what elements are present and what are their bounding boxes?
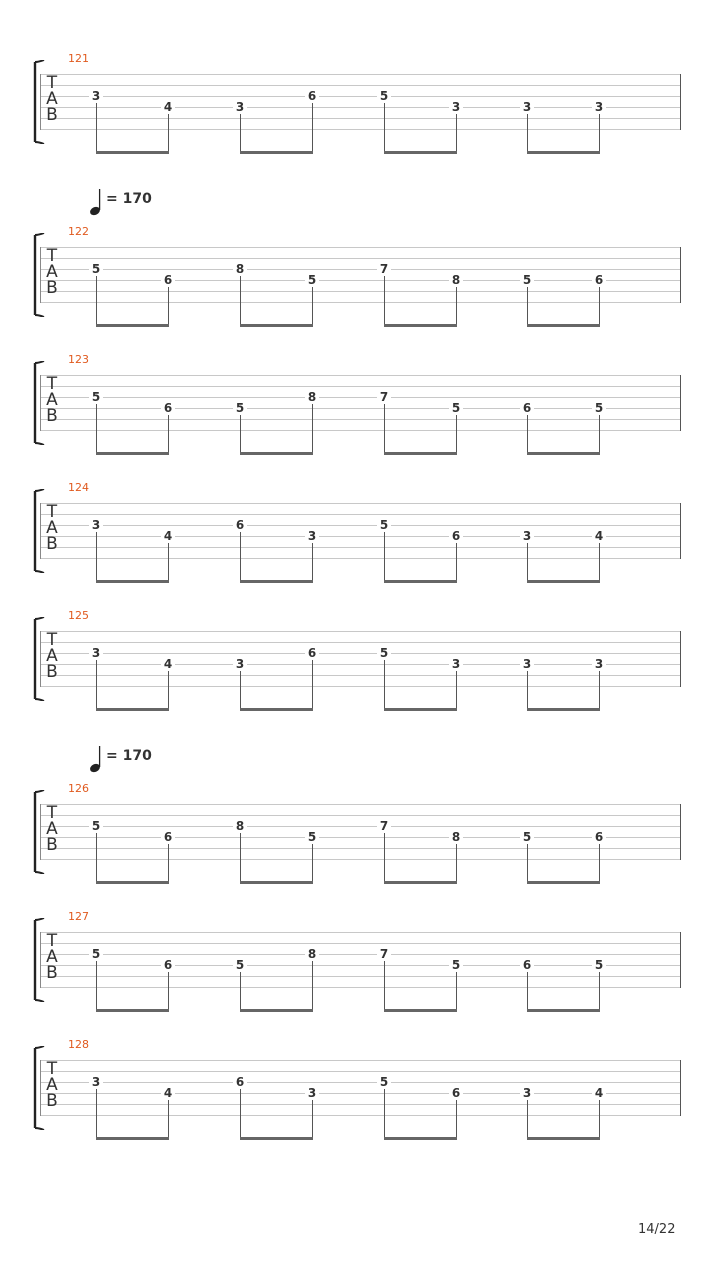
fret-number: 6 [161, 959, 175, 971]
system-bracket [33, 233, 43, 317]
fret-number: 3 [592, 658, 606, 670]
note-stem [384, 404, 385, 453]
barline [680, 804, 681, 860]
note-beam [240, 1009, 313, 1012]
note-beam [96, 324, 169, 327]
note-stem [96, 532, 97, 581]
note-stem [456, 844, 457, 882]
note-stem [599, 671, 600, 709]
tab-staff [0, 52, 720, 184]
note-stem [240, 833, 241, 882]
string-line [40, 943, 681, 944]
note-beam [96, 1137, 169, 1140]
note-beam [240, 580, 313, 583]
note-stem [599, 1100, 600, 1138]
note-beam [527, 1009, 600, 1012]
fret-number: 4 [592, 530, 606, 542]
note-stem [527, 972, 528, 1010]
system-start-barline [40, 247, 41, 303]
string-line [40, 547, 681, 548]
tab-staff [0, 481, 720, 613]
string-line [40, 653, 681, 654]
note-beam [96, 708, 169, 711]
system-bracket [33, 617, 43, 701]
fret-number: 8 [305, 391, 319, 403]
fret-number: 5 [89, 948, 103, 960]
string-line [40, 386, 681, 387]
fret-number: 5 [520, 831, 534, 843]
barline [680, 631, 681, 687]
tab-clef-letter: B [46, 963, 58, 983]
tab-clef-letter: B [46, 1091, 58, 1111]
fret-number: 5 [449, 402, 463, 414]
string-line [40, 815, 681, 816]
measure-number: 124 [68, 481, 89, 494]
string-line [40, 74, 681, 75]
fret-number: 5 [89, 391, 103, 403]
string-line [40, 375, 681, 376]
barline [680, 932, 681, 988]
note-stem [599, 543, 600, 581]
fret-number: 5 [592, 959, 606, 971]
note-stem [96, 1089, 97, 1138]
string-line [40, 1071, 681, 1072]
note-stem [384, 833, 385, 882]
barline [680, 375, 681, 431]
note-stem [96, 833, 97, 882]
note-stem [240, 972, 241, 1010]
system-bracket [33, 60, 43, 144]
fret-number: 7 [377, 948, 391, 960]
measure-number: 126 [68, 782, 89, 795]
fret-number: 5 [377, 647, 391, 659]
fret-number: 4 [161, 1087, 175, 1099]
string-line [40, 965, 681, 966]
fret-number: 4 [592, 1087, 606, 1099]
string-line [40, 848, 681, 849]
tab-clef-letter: B [46, 835, 58, 855]
note-stem [384, 1089, 385, 1138]
string-line [40, 397, 681, 398]
note-beam [527, 324, 600, 327]
tempo-value: = 170 [106, 748, 152, 764]
fret-number: 5 [377, 519, 391, 531]
note-beam [527, 708, 600, 711]
tab-clef-letter: B [46, 278, 58, 298]
note-beam [384, 708, 457, 711]
string-line [40, 118, 681, 119]
string-line [40, 837, 681, 838]
string-line [40, 525, 681, 526]
note-stem [456, 287, 457, 325]
note-stem [384, 103, 385, 152]
fret-number: 8 [449, 274, 463, 286]
note-stem [168, 287, 169, 325]
note-stem [168, 114, 169, 152]
system-bracket [33, 1046, 43, 1130]
string-line [40, 258, 681, 259]
measure-number: 122 [68, 225, 89, 238]
note-stem [384, 276, 385, 325]
string-line [40, 987, 681, 988]
system-start-barline [40, 804, 41, 860]
fret-number: 6 [305, 90, 319, 102]
note-beam [384, 580, 457, 583]
string-line [40, 642, 681, 643]
note-stem [384, 532, 385, 581]
fret-number: 6 [592, 274, 606, 286]
string-line [40, 1060, 681, 1061]
measure-number: 128 [68, 1038, 89, 1051]
fret-number: 3 [89, 1076, 103, 1088]
note-beam [384, 452, 457, 455]
string-line [40, 503, 681, 504]
tab-clef-letter: T [46, 73, 58, 93]
tab-clef-letter: T [46, 374, 58, 394]
system-start-barline [40, 932, 41, 988]
note-stem [96, 404, 97, 453]
fret-number: 3 [520, 658, 534, 670]
string-line [40, 1082, 681, 1083]
fret-number: 3 [449, 658, 463, 670]
barline [680, 1060, 681, 1116]
fret-number: 6 [233, 519, 247, 531]
note-stem [240, 532, 241, 581]
tempo-marking [88, 745, 178, 775]
fret-number: 3 [520, 1087, 534, 1099]
string-line [40, 536, 681, 537]
barline [680, 503, 681, 559]
barline [680, 74, 681, 130]
note-stem [240, 1089, 241, 1138]
string-line [40, 1104, 681, 1105]
note-stem [599, 114, 600, 152]
fret-number: 4 [161, 658, 175, 670]
note-beam [527, 580, 600, 583]
fret-number: 5 [449, 959, 463, 971]
note-beam [96, 151, 169, 154]
note-stem [599, 287, 600, 325]
tab-clef-letter: T [46, 803, 58, 823]
string-line [40, 408, 681, 409]
note-stem [456, 671, 457, 709]
tab-staff [0, 1038, 720, 1170]
note-beam [240, 151, 313, 154]
fret-number: 5 [377, 90, 391, 102]
note-stem [599, 415, 600, 453]
tab-clef-letter: T [46, 630, 58, 650]
fret-number: 3 [520, 530, 534, 542]
fret-number: 6 [161, 402, 175, 414]
string-line [40, 1115, 681, 1116]
string-line [40, 631, 681, 632]
note-stem [527, 415, 528, 453]
fret-number: 7 [377, 820, 391, 832]
fret-number: 6 [449, 1087, 463, 1099]
tab-clef-letter: T [46, 1059, 58, 1079]
fret-number: 6 [305, 647, 319, 659]
note-stem [240, 671, 241, 709]
tab-staff [0, 353, 720, 485]
tab-staff [0, 782, 720, 914]
barline [680, 247, 681, 303]
tab-clef-letter: A [46, 947, 58, 967]
string-line [40, 514, 681, 515]
string-line [40, 1093, 681, 1094]
tab-staff [0, 225, 720, 357]
tab-clef-letter: B [46, 662, 58, 682]
string-line [40, 107, 681, 108]
string-line [40, 96, 681, 97]
string-line [40, 280, 681, 281]
fret-number: 3 [233, 658, 247, 670]
note-stem [599, 844, 600, 882]
tab-clef-letter: A [46, 390, 58, 410]
note-stem [168, 671, 169, 709]
tab-clef-letter: A [46, 262, 58, 282]
fret-number: 6 [161, 831, 175, 843]
tempo-value: = 170 [106, 191, 152, 207]
fret-number: 6 [233, 1076, 247, 1088]
note-stem [312, 543, 313, 581]
note-stem [168, 415, 169, 453]
tempo-marking [88, 188, 178, 218]
note-beam [96, 452, 169, 455]
system-bracket [33, 361, 43, 445]
string-line [40, 291, 681, 292]
measure-number: 125 [68, 609, 89, 622]
note-beam [240, 452, 313, 455]
fret-number: 3 [305, 1087, 319, 1099]
fret-number: 8 [449, 831, 463, 843]
measure-number: 127 [68, 910, 89, 923]
note-stem [527, 543, 528, 581]
note-beam [527, 881, 600, 884]
string-line [40, 954, 681, 955]
note-stem [240, 114, 241, 152]
quarter-note-icon [88, 188, 104, 218]
note-stem [527, 671, 528, 709]
system-start-barline [40, 631, 41, 687]
tab-clef-letter: A [46, 646, 58, 666]
fret-number: 7 [377, 391, 391, 403]
note-stem [456, 1100, 457, 1138]
note-stem [240, 415, 241, 453]
fret-number: 7 [377, 263, 391, 275]
fret-number: 5 [377, 1076, 391, 1088]
string-line [40, 85, 681, 86]
fret-number: 3 [592, 101, 606, 113]
note-stem [527, 287, 528, 325]
note-stem [456, 972, 457, 1010]
note-stem [312, 404, 313, 453]
note-beam [384, 151, 457, 154]
fret-number: 5 [233, 959, 247, 971]
fret-number: 8 [233, 263, 247, 275]
note-stem [168, 972, 169, 1010]
tab-clef-letter: B [46, 534, 58, 554]
tab-clef-letter: T [46, 931, 58, 951]
fret-number: 5 [520, 274, 534, 286]
string-line [40, 859, 681, 860]
note-stem [312, 844, 313, 882]
note-beam [240, 324, 313, 327]
note-stem [168, 543, 169, 581]
page-number: 14/22 [638, 1222, 676, 1237]
fret-number: 3 [449, 101, 463, 113]
string-line [40, 976, 681, 977]
note-stem [456, 114, 457, 152]
fret-number: 6 [520, 402, 534, 414]
tab-clef-letter: T [46, 502, 58, 522]
tab-clef-letter: B [46, 406, 58, 426]
measure-number: 121 [68, 52, 89, 65]
note-stem [312, 287, 313, 325]
string-line [40, 664, 681, 665]
note-beam [384, 324, 457, 327]
note-beam [384, 1137, 457, 1140]
fret-number: 4 [161, 101, 175, 113]
note-stem [527, 1100, 528, 1138]
fret-number: 3 [305, 530, 319, 542]
string-line [40, 302, 681, 303]
system-bracket [33, 918, 43, 1002]
fret-number: 6 [520, 959, 534, 971]
system-start-barline [40, 74, 41, 130]
fret-number: 5 [305, 274, 319, 286]
note-beam [527, 452, 600, 455]
string-line [40, 826, 681, 827]
note-stem [96, 276, 97, 325]
fret-number: 5 [89, 263, 103, 275]
system-start-barline [40, 1060, 41, 1116]
fret-number: 5 [89, 820, 103, 832]
string-line [40, 430, 681, 431]
fret-number: 8 [233, 820, 247, 832]
string-line [40, 419, 681, 420]
note-stem [312, 660, 313, 709]
note-beam [96, 1009, 169, 1012]
note-stem [96, 961, 97, 1010]
tab-clef-letter: A [46, 89, 58, 109]
fret-number: 3 [89, 647, 103, 659]
fret-number: 4 [161, 530, 175, 542]
tab-clef-letter: B [46, 105, 58, 125]
tab-clef-letter: T [46, 246, 58, 266]
fret-number: 3 [233, 101, 247, 113]
quarter-note-icon [88, 745, 104, 775]
fret-number: 5 [233, 402, 247, 414]
string-line [40, 675, 681, 676]
fret-number: 3 [520, 101, 534, 113]
note-stem [456, 543, 457, 581]
tab-clef-letter: A [46, 819, 58, 839]
system-start-barline [40, 375, 41, 431]
note-stem [312, 961, 313, 1010]
note-stem [384, 961, 385, 1010]
note-beam [96, 881, 169, 884]
string-line [40, 129, 681, 130]
fret-number: 5 [305, 831, 319, 843]
measure-number: 123 [68, 353, 89, 366]
note-beam [240, 1137, 313, 1140]
note-stem [240, 276, 241, 325]
note-stem [168, 1100, 169, 1138]
note-beam [527, 1137, 600, 1140]
note-stem [527, 844, 528, 882]
fret-number: 3 [89, 90, 103, 102]
fret-number: 5 [592, 402, 606, 414]
note-beam [240, 708, 313, 711]
tab-staff [0, 910, 720, 1042]
note-beam [384, 1009, 457, 1012]
string-line [40, 269, 681, 270]
string-line [40, 804, 681, 805]
system-start-barline [40, 503, 41, 559]
fret-number: 6 [449, 530, 463, 542]
note-beam [384, 881, 457, 884]
note-stem [456, 415, 457, 453]
fret-number: 6 [161, 274, 175, 286]
string-line [40, 247, 681, 248]
string-line [40, 686, 681, 687]
tab-staff [0, 609, 720, 741]
note-beam [527, 151, 600, 154]
system-bracket [33, 489, 43, 573]
string-line [40, 558, 681, 559]
note-stem [312, 103, 313, 152]
note-stem [527, 114, 528, 152]
system-bracket [33, 790, 43, 874]
fret-number: 3 [89, 519, 103, 531]
note-stem [168, 844, 169, 882]
tab-clef-letter: A [46, 1075, 58, 1095]
tab-clef-letter: A [46, 518, 58, 538]
note-stem [384, 660, 385, 709]
fret-number: 6 [592, 831, 606, 843]
fret-number: 8 [305, 948, 319, 960]
note-beam [96, 580, 169, 583]
string-line [40, 932, 681, 933]
note-stem [96, 660, 97, 709]
note-stem [96, 103, 97, 152]
note-beam [240, 881, 313, 884]
note-stem [599, 972, 600, 1010]
note-stem [312, 1100, 313, 1138]
